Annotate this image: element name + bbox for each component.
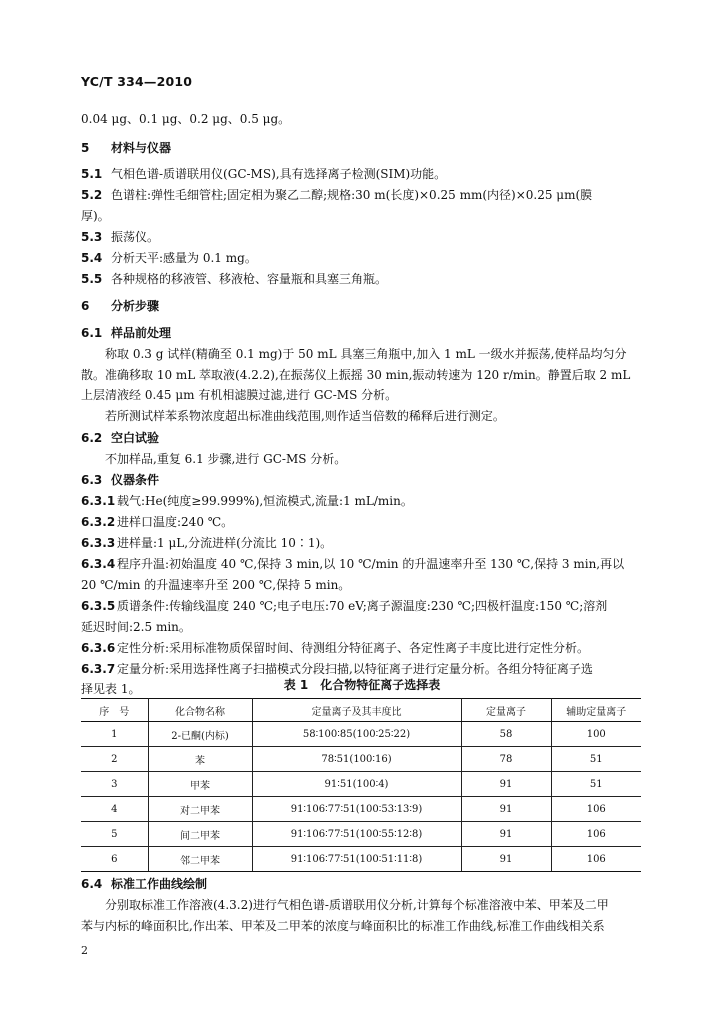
clause-5-2: [81, 187, 592, 203]
table-row: [81, 772, 641, 797]
clause-text: 进样量:1 μL,分流进样(分流比 10∶1)。: [117, 536, 333, 550]
section-title: 分析步骤: [111, 299, 160, 313]
paragraph-line: 称取 0.3 g 试样(精确至 0.1 mg)于 50 mL 具塞三角瓶中,加入 1 mL 一级水并振荡,使样品均匀分: [105, 347, 627, 361]
table-cell: 58: [461, 722, 551, 747]
clause-number: 5.5: [81, 272, 103, 286]
subsection-title: 仪器条件: [111, 473, 160, 487]
table-cell: 91∶106∶77∶51(100∶55∶12∶8): [252, 822, 461, 847]
table-cell: 邻二甲苯: [148, 847, 252, 872]
column-header: 辅助定量离子: [551, 699, 641, 722]
subsection-heading-6-2: [81, 430, 159, 446]
clause-text: 进样口温度:240 ℃。: [117, 515, 234, 529]
subsection-heading-6-3: [81, 472, 159, 488]
paragraph-line: 苯与内标的峰面积比,作出苯、甲苯及二甲苯的浓度与峰面积比的标准工作曲线,标准工作曲线相关系: [81, 919, 605, 933]
clause-number: 6.3.4: [81, 557, 116, 571]
table-cell: 78∶51(100∶16): [252, 747, 461, 772]
table-cell: 51: [551, 747, 641, 772]
table-cell: 2: [81, 747, 148, 772]
paragraph-line: 上层清液经 0.45 μm 有机相滤膜过滤,进行 GC-MS 分析。: [81, 388, 398, 402]
subsection-number: 6.3: [81, 473, 103, 487]
table-cell: 91: [461, 772, 551, 797]
clause-6-3-2: [81, 514, 233, 530]
clause-number: 6.3.1: [81, 494, 116, 508]
section-number: 6: [81, 299, 90, 313]
column-header: 定量离子及其丰度比: [252, 699, 461, 722]
table-cell: 苯: [148, 747, 252, 772]
clause-6-3-3: [81, 535, 332, 551]
subsection-title: 空白试验: [111, 431, 160, 445]
subsection-heading-6-1: [81, 325, 171, 341]
table-cell: 对二甲苯: [148, 797, 252, 822]
table-cell: 106: [551, 847, 641, 872]
section-heading-6: [81, 298, 159, 314]
table-cell: 1: [81, 722, 148, 747]
table-cell: 91: [461, 822, 551, 847]
clause-text: 程序升温:初始温度 40 ℃,保持 3 min,以 10 ℃/min 的升温速率升至 130 ℃,保持 3 min,再以: [117, 557, 625, 571]
page-number: 2: [81, 944, 88, 957]
clause-5-3: [81, 229, 159, 245]
table-cell: 91∶106∶77∶51(100∶51∶11∶8): [252, 847, 461, 872]
standard-code-header: YC/T 334—2010: [81, 74, 193, 89]
table-cell: 78: [461, 747, 551, 772]
table-cell: 2-已酮(内标): [148, 722, 252, 747]
clause-number: 6.3.5: [81, 599, 116, 613]
column-header: 化合物名称: [148, 699, 252, 722]
clause-5-5: [81, 271, 387, 287]
paragraph-line: 不加样品,重复 6.1 步骤,进行 GC-MS 分析。: [105, 452, 347, 466]
table-cell: 58∶100∶85(100∶25∶22): [252, 722, 461, 747]
paragraph-line: 散。准确移取 10 mL 萃取液(4.2.2),在振荡仪上振摇 30 min,振动转速为 120 r/min。静置后取 2 mL: [81, 368, 631, 382]
paragraph-line: 若所测试样苯系物浓度超出标准曲线范围,则作适当倍数的稀释后进行测定。: [105, 409, 505, 423]
column-header: 序 号: [81, 699, 148, 722]
table-cell: 106: [551, 797, 641, 822]
table-cell: 91∶51(100∶4): [252, 772, 461, 797]
table-row: [81, 747, 641, 772]
clause-continuation: 厚)。: [81, 209, 110, 223]
table-row: [81, 822, 641, 847]
subsection-title: 标准工作曲线绘制: [111, 877, 208, 891]
table-caption-title: 化合物特征离子选择表: [320, 678, 441, 692]
clause-text: 质谱条件:传输线温度 240 ℃;电子电压:70 eV;离子源温度:230 ℃;四极杆温度:150 ℃;溶剂: [117, 599, 608, 613]
clause-number: 6.3.6: [81, 641, 116, 655]
subsection-number: 6.4: [81, 877, 103, 891]
clause-number: 5.2: [81, 188, 103, 202]
clause-continuation: 延迟时间:2.5 min。: [81, 620, 191, 634]
section-number: 5: [81, 141, 90, 155]
table-cell: 间二甲苯: [148, 822, 252, 847]
clause-text: 定性分析:采用标准物质保留时间、待测组分特征离子、各定性离子丰度比进行定性分析。: [117, 641, 590, 655]
subsection-title: 样品前处理: [111, 326, 172, 340]
table-cell: 100: [551, 722, 641, 747]
clause-text: 载气:He(纯度≥99.999%),恒流模式,流量:1 mL/min。: [117, 494, 413, 508]
clause-number: 6.3.2: [81, 515, 116, 529]
table-cell: 甲苯: [148, 772, 252, 797]
table-row: [81, 722, 641, 747]
table-cell: 91∶106∶77∶51(100∶53∶13∶9): [252, 797, 461, 822]
table-header-row: [81, 699, 641, 722]
table-cell: 3: [81, 772, 148, 797]
subsection-number: 6.1: [81, 326, 103, 340]
clause-number: 6.3.3: [81, 536, 116, 550]
table-cell: 6: [81, 847, 148, 872]
clause-5-4: [81, 250, 257, 266]
ion-selection-table: [81, 698, 641, 872]
clause-continuation: 20 ℃/min 的升温速率升至 200 ℃,保持 5 min。: [81, 578, 351, 592]
table-row: [81, 847, 641, 872]
table-cell: 106: [551, 822, 641, 847]
column-header: 定量离子: [461, 699, 551, 722]
clause-6-3-6: [81, 640, 589, 656]
clause-number: 5.3: [81, 230, 103, 244]
clause-text: 分析天平:感量为 0.1 mg。: [111, 251, 257, 265]
subsection-number: 6.2: [81, 431, 103, 445]
clause-number: 5.4: [81, 251, 103, 265]
table-cell: 5: [81, 822, 148, 847]
clause-number: 5.1: [81, 167, 103, 181]
table-cell: 51: [551, 772, 641, 797]
clause-6-3-4: [81, 556, 624, 572]
table-cell: 91: [461, 847, 551, 872]
clause-text: 各种规格的移液管、移液枪、容量瓶和具塞三角瓶。: [111, 272, 388, 286]
clause-number: 6.3.7: [81, 662, 116, 676]
section-heading-5: [81, 140, 171, 156]
clause-6-3-7: [81, 661, 593, 677]
clause-text: 定量分析:采用选择性离子扫描模式分段扫描,以特征离子进行定量分析。各组分特征离子选: [117, 662, 593, 676]
table-caption-label: 表 1: [283, 678, 309, 692]
clause-5-1: [81, 166, 446, 182]
table-row: [81, 797, 641, 822]
table-cell: 91: [461, 797, 551, 822]
clause-text: 气相色谱-质谱联用仪(GC-MS),具有选择离子检测(SIM)功能。: [111, 167, 447, 181]
paragraph-line: 0.04 μg、0.1 μg、0.2 μg、0.5 μg。: [81, 112, 291, 126]
clause-6-3-5: [81, 598, 607, 614]
clause-6-3-1: [81, 493, 413, 509]
clause-continuation: 择见表 1。: [81, 682, 141, 696]
clause-text: 色谱柱:弹性毛细管柱;固定相为聚乙二醇;规格:30 m(长度)×0.25 mm(内径)×0.25 μm(膜: [111, 188, 593, 202]
table-cell: 4: [81, 797, 148, 822]
paragraph-line: 分别取标准工作溶液(4.3.2)进行气相色谱-质谱联用仪分析,计算每个标准溶液中苯、甲苯及二甲: [105, 898, 609, 912]
clause-text: 振荡仪。: [111, 230, 160, 244]
section-title: 材料与仪器: [111, 141, 172, 155]
subsection-heading-6-4: [81, 876, 207, 892]
